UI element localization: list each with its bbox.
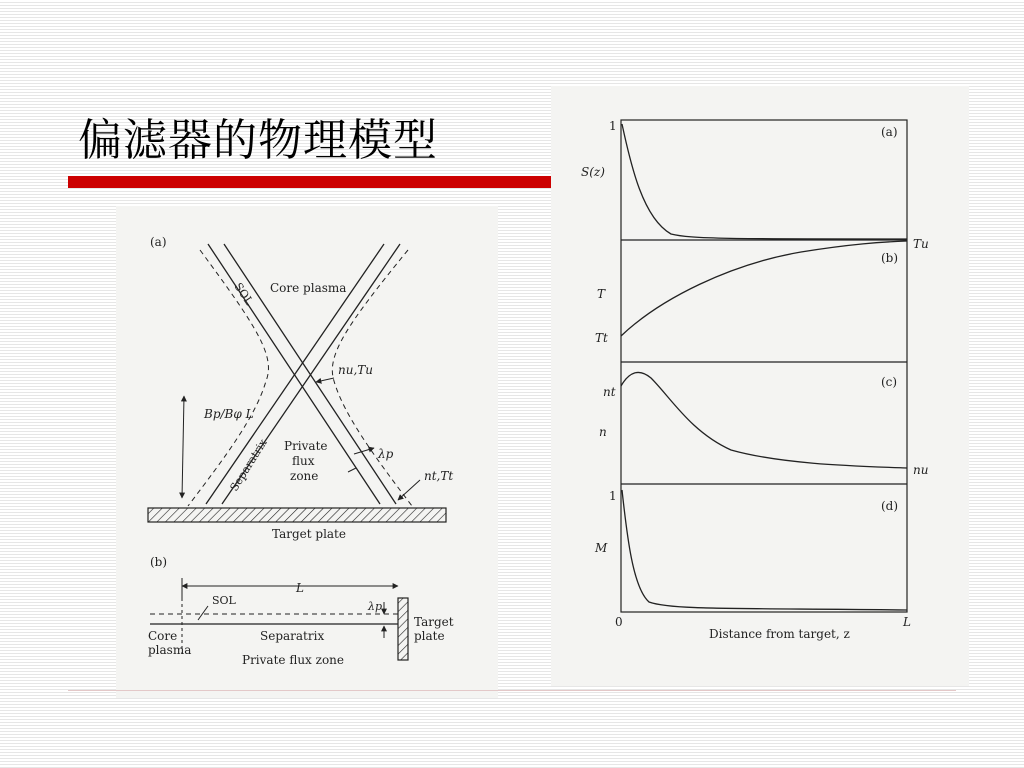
panel-b-right-label: Tu [913, 237, 929, 251]
x-axis-zero: 0 [615, 615, 623, 629]
separatrix-label-b: Separatrix [260, 629, 325, 643]
slide-title: 偏滤器的物理模型 [78, 115, 438, 166]
private-flux-zone-line-2: flux [292, 454, 315, 468]
source-profile-curve [622, 124, 907, 239]
mach-number-profile-curve [622, 490, 907, 610]
title-underline [68, 176, 558, 188]
x-axis-label: Distance from target, z [709, 627, 850, 641]
panel-c-left-label: nt [603, 385, 616, 399]
plasma-profiles-figure [551, 86, 969, 686]
sol-label: SOL [231, 280, 256, 308]
x-axis-end: L [903, 615, 911, 629]
nu-tu-label: nu,Tu [338, 363, 374, 377]
plot-frame [621, 120, 907, 612]
divertor-geometry-figure [116, 206, 498, 698]
core-plasma-label-b-2: plasma [148, 643, 192, 657]
target-plate-b [398, 598, 408, 660]
panel-c-label: (c) [881, 375, 898, 389]
footer-rule [68, 690, 956, 691]
panel-a-y-top-tick: 1 [609, 119, 617, 133]
private-flux-zone-line-3: zone [290, 469, 319, 483]
panel-a-label: (a) [150, 235, 167, 249]
lambda-p-label-a: λp [378, 447, 394, 461]
target-plate-label: Target plate [272, 527, 346, 541]
nt-tt-label: nt,Tt [424, 469, 454, 483]
core-plasma-label: Core plasma [270, 281, 347, 295]
nu-tu-pointer [316, 378, 334, 382]
separatrix-label: Separatrix [227, 436, 270, 494]
bp-bphi-l-label: Bp/Bφ L [204, 407, 254, 421]
core-plasma-label-b-1: Core [148, 629, 178, 643]
sol-pointer-b [198, 606, 208, 620]
target-plate-label-b-2: plate [414, 629, 445, 643]
connection-length-arrow [182, 396, 184, 498]
target-plate-label-b-1: Target [414, 615, 454, 629]
divertor-geometry-diagram [116, 206, 498, 698]
panel-b-label: (b) [150, 555, 168, 569]
panel-d-y-name: M [595, 541, 608, 555]
panel-a-label: (a) [881, 125, 898, 139]
panel-b-y-name: T [597, 287, 606, 301]
sol-flux-line-left [188, 250, 268, 506]
panel-c-y-name: n [599, 425, 607, 439]
private-flux-zone-label-b: Private flux zone [242, 653, 345, 667]
panel-a-y-name: S(z) [581, 165, 605, 179]
panel-b-left-label: Tt [595, 331, 608, 345]
panel-c-right-label: nu [913, 463, 929, 477]
nt-tt-pointer [398, 480, 420, 500]
target-plate [148, 508, 446, 522]
lambda-p-label-b: λp [368, 600, 383, 613]
sol-label-b: SOL [212, 594, 236, 607]
panel-d-y-top-tick: 1 [609, 489, 617, 503]
lambda-p-tick-a [348, 468, 356, 472]
panel-b-label: (b) [881, 251, 899, 265]
length-label: L [296, 581, 304, 595]
density-profile-curve [621, 372, 907, 468]
plasma-profiles-plot [551, 86, 969, 686]
temperature-profile-curve [621, 241, 907, 336]
private-flux-zone-line-1: Private [284, 439, 328, 453]
panel-d-label: (d) [881, 499, 899, 513]
